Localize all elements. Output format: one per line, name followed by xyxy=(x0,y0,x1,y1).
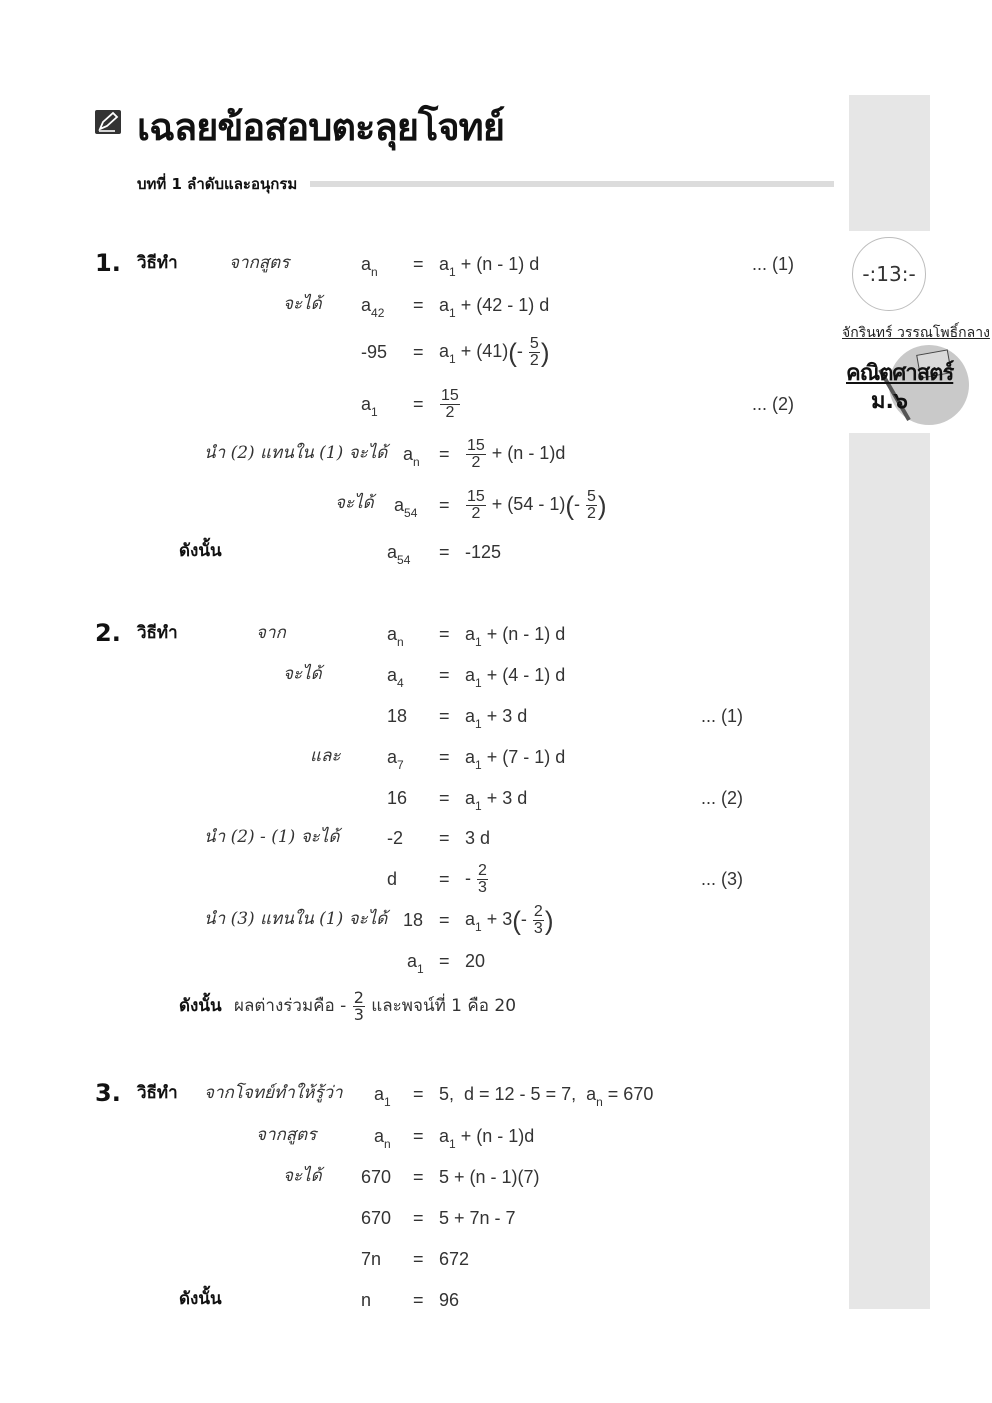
problem-3-from-formula: จากสูตร xyxy=(256,1125,317,1145)
p1-eq4-lhs: $a_1$ xyxy=(361,394,378,419)
problem-3-method-label: วิธีทำ xyxy=(137,1083,178,1103)
p1-eq7-lhs: $a_{54}$ xyxy=(387,542,411,567)
p1-eq5-rhs: $\frac{15}{2}$ + (n - 1)d xyxy=(467,436,566,471)
subject-name: คณิตศาสตร์ xyxy=(846,361,954,386)
chapter-divider xyxy=(310,181,834,187)
p3-eq6-lhs: n xyxy=(361,1290,372,1310)
p2-eq6-equals: = xyxy=(439,828,450,848)
p2-eq7-rhs: - $\frac{2}{3}$ xyxy=(465,861,487,896)
p3-eq5-rhs: 672 xyxy=(439,1249,470,1269)
p2-eq7-lhs: d xyxy=(387,869,398,889)
p3-eq4-rhs: 5 + 7n - 7 xyxy=(439,1208,516,1228)
problem-2-from-label: จาก xyxy=(256,623,286,643)
p1-eq1-equals: = xyxy=(413,254,424,274)
p1-eq6-lhs: $a_{54}$ xyxy=(394,495,418,520)
conclusion-part-a: ผลต่างร่วมคือ - xyxy=(234,996,347,1016)
p3-eq5-lhs: 7n xyxy=(361,1249,382,1269)
p2-eq1-equals: = xyxy=(439,624,450,644)
problem-2-conclusion: ผลต่างร่วมคือ - $\frac{2}{3}$ และพจน์ที่ 1 คือ 20 xyxy=(234,987,517,1024)
p1-eq4-tag: ... (2) xyxy=(752,394,795,414)
p2-eq3-rhs: $a_1 + 3$ d xyxy=(465,706,528,731)
p2-eq4-rhs: $a_1 + (7 - 1)$ d xyxy=(465,747,566,772)
p1-eq2-rhs: $a_1 + (42 - 1)$ d xyxy=(439,295,550,320)
problem-3-number: 3. xyxy=(95,1079,121,1107)
problem-2-substitute-label: นำ (3) แทนใน (1) จะได้ xyxy=(204,909,388,929)
problem-1-method-label: วิธีทำ xyxy=(137,253,178,273)
p2-eq8-rhs: $a_1 + 3(-$ $\frac{2}{3}$ ) xyxy=(465,902,554,937)
p1-eq1-rhs: $a_1 + (n - 1)$ d xyxy=(439,254,540,279)
p2-eq1-lhs: $a_n$ xyxy=(387,624,404,649)
p3-eq1-equals: = xyxy=(413,1084,424,1104)
author-name: จักรินทร์ วรรณโพธิ์กลาง xyxy=(842,325,990,341)
p2-eq5-rhs: $a_1 + 3$ d xyxy=(465,788,528,813)
p2-eq3-lhs: 18 xyxy=(387,706,408,726)
p1-eq6-equals: = xyxy=(439,495,450,515)
pencil-icon xyxy=(95,110,121,134)
p2-eq5-equals: = xyxy=(439,788,450,808)
p2-eq7-equals: = xyxy=(439,869,450,889)
p2-eq3-tag: ... (1) xyxy=(701,706,744,726)
p3-eq1-rhs: 5, d = 12 - 5 = 7, $a_n = 670$ xyxy=(439,1084,654,1109)
problem-2-therefore: ดังนั้น xyxy=(179,996,222,1016)
p2-eq2-lhs: $a_4$ xyxy=(387,665,404,690)
p3-eq6-rhs: 96 xyxy=(439,1290,460,1310)
p3-eq2-equals: = xyxy=(413,1126,424,1146)
problem-2-difference-label: นำ (2) - (1) จะได้ xyxy=(204,827,340,847)
chapter-heading: บทที่ 1 ลำดับและอนุกรม xyxy=(137,175,298,193)
sidebar-bottom-strip xyxy=(849,433,930,1309)
p3-eq3-rhs: 5 + (n - 1)(7) xyxy=(439,1167,540,1187)
p1-eq5-lhs: $a_n$ xyxy=(403,444,420,469)
problem-2-number: 2. xyxy=(95,619,121,647)
page-number: -:13:- xyxy=(862,262,916,286)
p2-eq1-rhs: $a_1 + (n - 1)$ d xyxy=(465,624,566,649)
p2-eq9-lhs: $a_1$ xyxy=(407,951,424,976)
p2-eq5-tag: ... (2) xyxy=(701,788,744,808)
problem-3-given-label: จากโจทย์ทำให้รู้ว่า xyxy=(204,1083,343,1103)
p1-eq7-rhs: -125 xyxy=(465,542,502,562)
p2-eq9-equals: = xyxy=(439,951,450,971)
p2-eq3-equals: = xyxy=(439,706,450,726)
p1-eq7-equals: = xyxy=(439,542,450,562)
p2-eq4-lhs: $a_7$ xyxy=(387,747,404,772)
problem-3-therefore: ดังนั้น xyxy=(179,1289,222,1309)
p3-eq3-equals: = xyxy=(413,1167,424,1187)
problem-2-method-label: วิธีทำ xyxy=(137,623,178,643)
p3-eq4-equals: = xyxy=(413,1208,424,1228)
p2-eq8-lhs: 18 xyxy=(403,910,424,930)
problem-1-get-label: จะได้ xyxy=(283,294,322,314)
p1-eq2-lhs: $a_{42}$ xyxy=(361,295,385,320)
p1-eq5-equals: = xyxy=(439,444,450,464)
p3-eq1-lhs: $a_1$ xyxy=(374,1084,391,1109)
p1-eq1-lhs: $a_n$ xyxy=(361,254,378,279)
p3-eq4-lhs: 670 xyxy=(361,1208,392,1228)
page-title: เฉลยข้อสอบตะลุยโจทย์ xyxy=(137,105,504,149)
problem-1-number: 1. xyxy=(95,249,121,277)
page-number-badge xyxy=(852,237,926,311)
p3-eq5-equals: = xyxy=(413,1249,424,1269)
problem-1-substitute-label: นำ (2) แทนใน (1) จะได้ xyxy=(204,443,388,463)
p2-eq9-rhs: 20 xyxy=(465,951,486,971)
p2-eq6-lhs: -2 xyxy=(387,828,404,848)
p2-eq2-rhs: $a_1 + (4 - 1)$ d xyxy=(465,665,566,690)
p2-eq6-rhs: 3 d xyxy=(465,828,491,848)
p1-eq3-rhs: $a_1 + (41)(-$ $\frac{5}{2}$ ) xyxy=(439,334,550,369)
p3-eq3-lhs: 670 xyxy=(361,1167,392,1187)
p1-eq4-rhs: $\frac{15}{2}$ xyxy=(441,386,459,421)
p1-eq6-rhs: $\frac{15}{2}$ + (54 - 1)(- $\frac{5}{2}$ ) xyxy=(467,487,607,522)
p2-eq4-equals: = xyxy=(439,747,450,767)
p2-eq7-tag: ... (3) xyxy=(701,869,744,889)
p3-eq2-lhs: $a_n$ xyxy=(374,1126,391,1151)
grade-level: ม.๖ xyxy=(871,389,908,414)
p1-eq2-equals: = xyxy=(413,295,424,315)
problem-3-get-label: จะได้ xyxy=(283,1166,322,1186)
problem-2-and-label: และ xyxy=(310,746,341,766)
sidebar-top-strip xyxy=(849,95,930,231)
p2-eq2-equals: = xyxy=(439,665,450,685)
conclusion-part-b: และพจน์ที่ 1 คือ 20 xyxy=(371,996,517,1016)
problem-1-therefore: ดังนั้น xyxy=(179,541,222,561)
problem-2-get-label: จะได้ xyxy=(283,664,322,684)
problem-1-get2-label: จะได้ xyxy=(335,493,374,513)
p1-eq4-equals: = xyxy=(413,394,424,414)
p1-eq3-lhs: -95 xyxy=(361,342,388,362)
p2-eq5-lhs: 16 xyxy=(387,788,408,808)
p3-eq2-rhs: $a_1 + (n - 1)d$ xyxy=(439,1126,535,1151)
p1-eq1-tag: ... (1) xyxy=(752,254,795,274)
p2-eq8-equals: = xyxy=(439,910,450,930)
p1-eq3-equals: = xyxy=(413,342,424,362)
problem-1-from-formula: จากสูตร xyxy=(229,253,290,273)
p3-eq6-equals: = xyxy=(413,1290,424,1310)
